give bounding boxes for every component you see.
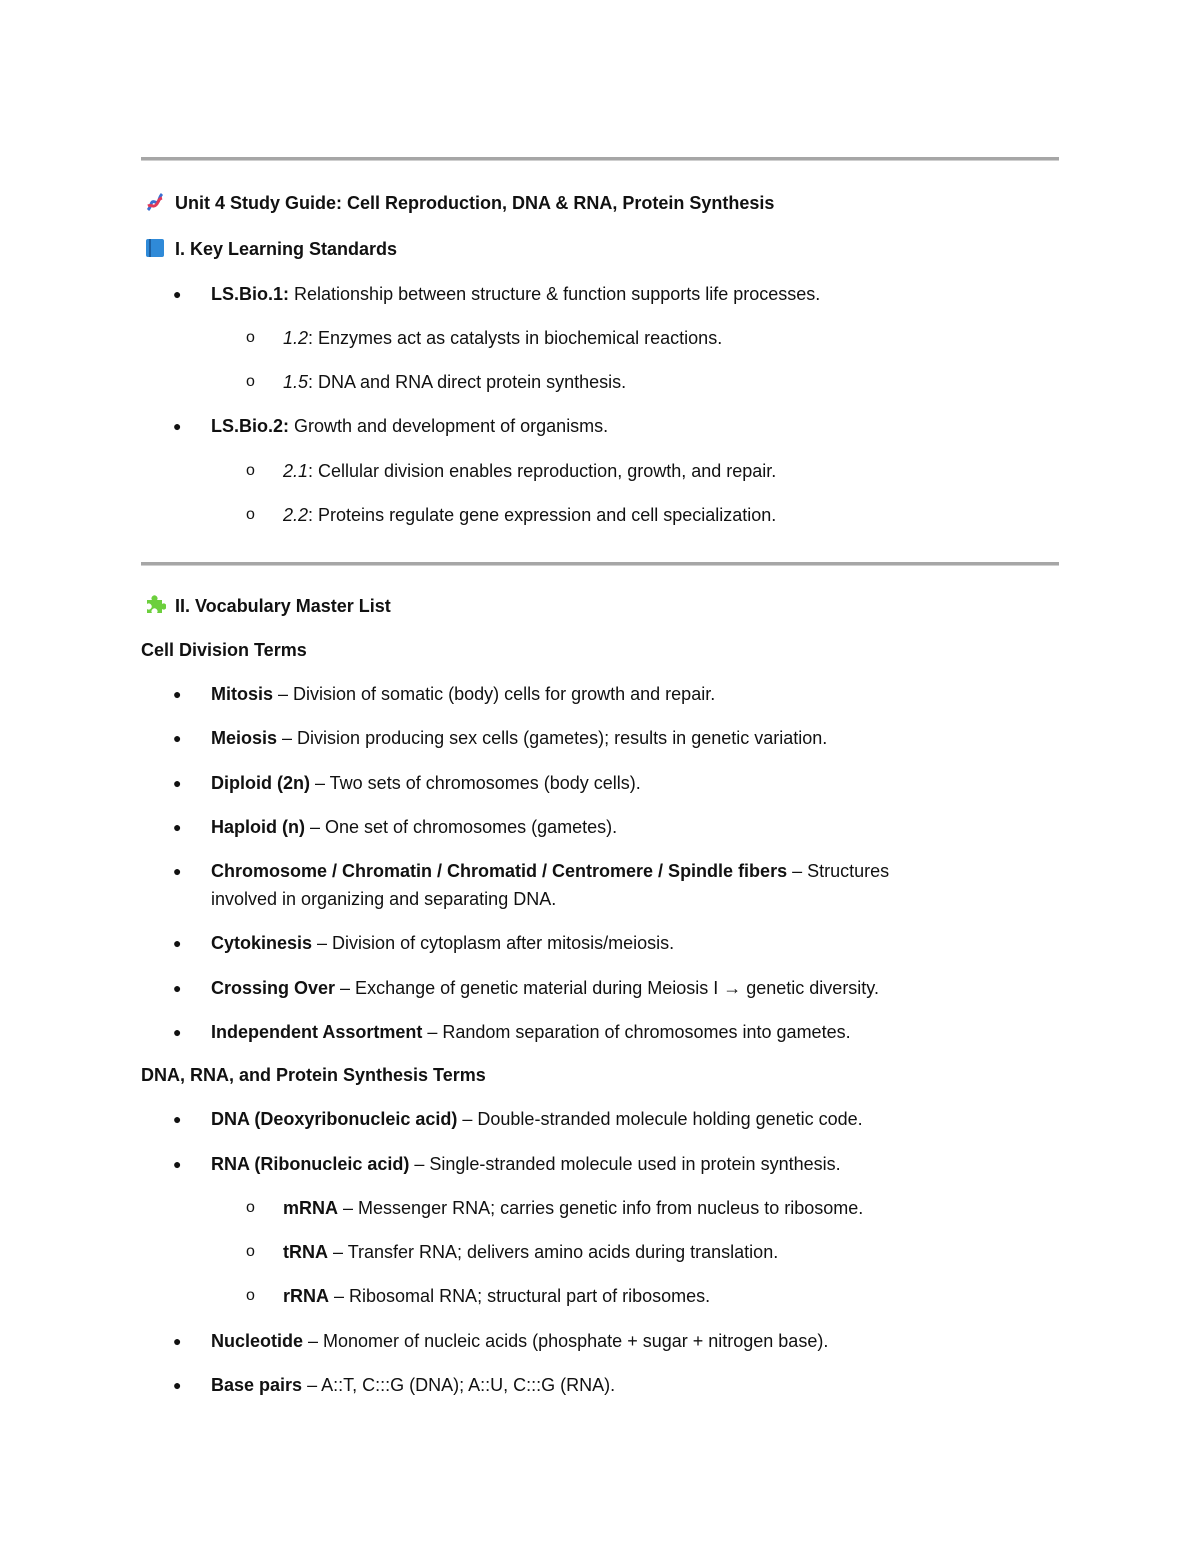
standard-code: 1.2 bbox=[283, 328, 309, 348]
vocab-term: mRNA bbox=[283, 1198, 339, 1218]
vocab-definition: – Division of somatic (body) cells for growth and repair. bbox=[273, 684, 716, 704]
page-title: Unit 4 Study Guide: Cell Reproduction, DNA & RNA, Protein Synthesis bbox=[175, 193, 775, 213]
standard-code: LS.Bio.1: bbox=[211, 284, 290, 304]
list-item bbox=[283, 1240, 778, 1264]
vocab-definition: – Single-stranded molecule used in protein synthesis. bbox=[409, 1154, 841, 1174]
bullet: ● bbox=[173, 418, 182, 434]
list-item bbox=[211, 1020, 851, 1044]
list-item bbox=[211, 1329, 828, 1353]
bullet: ● bbox=[173, 980, 182, 996]
vocab-definition: – Transfer RNA; delivers amino acids during translation. bbox=[328, 1242, 779, 1262]
vocab-term: Independent Assortment bbox=[211, 1022, 423, 1042]
subsection-heading: Cell Division Terms bbox=[141, 640, 307, 660]
vocab-term: DNA (Deoxyribonucleic acid) bbox=[211, 1109, 458, 1129]
blue-book-icon bbox=[144, 237, 166, 259]
vocab-definition: – Structures bbox=[787, 861, 890, 881]
horizontal-rule bbox=[141, 562, 1059, 566]
standard-code: 1.5 bbox=[283, 372, 309, 392]
standard-code: LS.Bio.2: bbox=[211, 416, 290, 436]
vocab-definition: – Two sets of chromosomes (body cells). bbox=[309, 773, 641, 793]
sub-bullet: o bbox=[246, 462, 255, 479]
dna-icon bbox=[144, 191, 166, 213]
list-item bbox=[211, 859, 889, 883]
vocab-definition: – Messenger RNA; carries genetic info from nucleus to ribosome. bbox=[338, 1198, 864, 1218]
bullet: ● bbox=[173, 819, 182, 835]
vocab-term: Base pairs bbox=[211, 1375, 303, 1395]
list-item bbox=[211, 682, 715, 706]
standard-code: 2.2 bbox=[283, 505, 309, 525]
section-heading: II. Vocabulary Master List bbox=[175, 596, 391, 616]
vocab-definition: – A::T, C:::G (DNA); A::U, C:::G (RNA). bbox=[302, 1375, 616, 1395]
sub-bullet: o bbox=[246, 329, 255, 346]
list-item bbox=[283, 503, 776, 527]
bullet: ● bbox=[173, 1377, 182, 1393]
list-item bbox=[211, 414, 608, 438]
bullet: ● bbox=[173, 730, 182, 746]
vocab-definition: – Random separation of chromosomes into gametes. bbox=[422, 1022, 851, 1042]
list-item bbox=[283, 326, 722, 350]
vocab-term: Meiosis bbox=[211, 728, 278, 748]
standard-text: : Cellular division enables reproduction, growth, and repair. bbox=[308, 461, 777, 481]
horizontal-rule bbox=[141, 157, 1059, 161]
vocab-term: RNA (Ribonucleic acid) bbox=[211, 1154, 410, 1174]
list-item bbox=[211, 771, 641, 795]
standard-text: : Enzymes act as catalysts in biochemical reactions. bbox=[308, 328, 723, 348]
vocab-definition: – One set of chromosomes (gametes). bbox=[304, 817, 618, 837]
bullet: ● bbox=[173, 863, 182, 879]
sub-bullet: o bbox=[246, 373, 255, 390]
bullet: ● bbox=[173, 775, 182, 791]
vocab-term: Diploid (2n) bbox=[211, 773, 310, 793]
bullet: ● bbox=[173, 1156, 182, 1172]
list-item bbox=[211, 282, 820, 306]
bullet: ● bbox=[173, 1333, 182, 1349]
standard-text: Growth and development of organisms. bbox=[289, 416, 609, 436]
standard-text: : DNA and RNA direct protein synthesis. bbox=[308, 372, 627, 392]
puzzle-piece-icon bbox=[144, 594, 166, 616]
vocab-definition: – Division producing sex cells (gametes); results in genetic variation. bbox=[277, 728, 828, 748]
sub-bullet: o bbox=[246, 506, 255, 523]
list-item bbox=[283, 370, 626, 394]
list-item bbox=[211, 1107, 863, 1131]
list-item bbox=[211, 726, 827, 750]
standard-code: 2.1 bbox=[283, 461, 309, 481]
vocab-definition: – Monomer of nucleic acids (phosphate + sugar + nitrogen base). bbox=[303, 1331, 829, 1351]
list-item bbox=[283, 1196, 863, 1220]
vocab-term: Chromosome / Chromatin / Chromatid / Centromere / Spindle fibers bbox=[211, 861, 788, 881]
vocab-definition: – Double-stranded molecule holding genetic code. bbox=[457, 1109, 863, 1129]
list-item bbox=[283, 1284, 710, 1308]
vocab-term: tRNA bbox=[283, 1242, 328, 1262]
section-heading: I. Key Learning Standards bbox=[175, 239, 398, 259]
list-item bbox=[211, 931, 674, 955]
vocab-definition: – Ribosomal RNA; structural part of ribosomes. bbox=[329, 1286, 711, 1306]
sub-bullet: o bbox=[246, 1199, 255, 1216]
standard-text: : Proteins regulate gene expression and cell specialization. bbox=[308, 505, 777, 525]
bullet: ● bbox=[173, 1024, 182, 1040]
vocab-term: Nucleotide bbox=[211, 1331, 304, 1351]
vocab-term: Crossing Over bbox=[211, 978, 336, 998]
vocab-term: Mitosis bbox=[211, 684, 274, 704]
sub-bullet: o bbox=[246, 1287, 255, 1304]
bullet: ● bbox=[173, 1111, 182, 1127]
vocab-term: Haploid (n) bbox=[211, 817, 305, 837]
list-item bbox=[283, 459, 776, 483]
bullet: ● bbox=[173, 286, 182, 302]
bullet: ● bbox=[173, 686, 182, 702]
standard-text: Relationship between structure & function supports life processes. bbox=[289, 284, 821, 304]
list-item bbox=[211, 1152, 841, 1176]
vocab-definition-continued: involved in organizing and separating DNA. bbox=[211, 889, 557, 909]
vocab-term: rRNA bbox=[283, 1286, 330, 1306]
list-item bbox=[211, 1373, 615, 1397]
vocab-definition: – Exchange of genetic material during Meiosis I → genetic diversity. bbox=[335, 978, 879, 998]
list-item bbox=[211, 815, 617, 839]
vocab-definition: – Division of cytoplasm after mitosis/meiosis. bbox=[312, 933, 675, 953]
list-item bbox=[211, 976, 879, 1000]
bullet: ● bbox=[173, 935, 182, 951]
subsection-heading: DNA, RNA, and Protein Synthesis Terms bbox=[141, 1065, 486, 1085]
vocab-term: Cytokinesis bbox=[211, 933, 313, 953]
sub-bullet: o bbox=[246, 1243, 255, 1260]
